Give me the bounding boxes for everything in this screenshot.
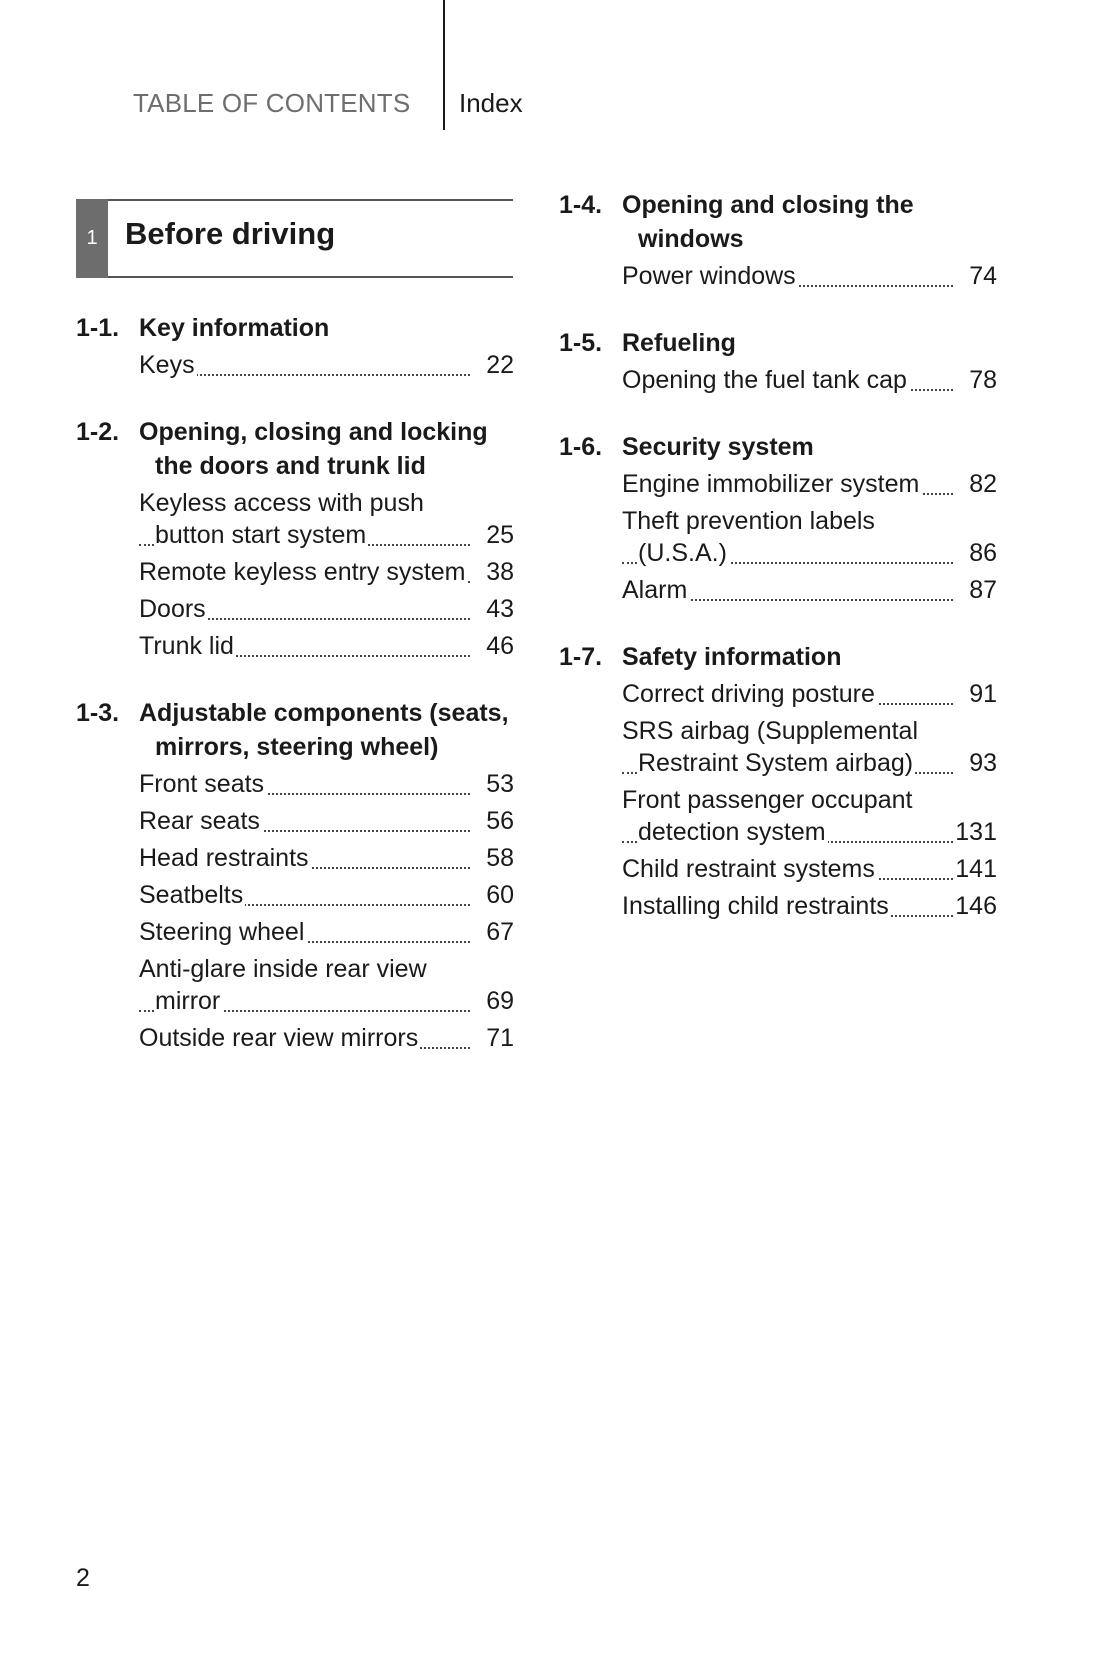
entry-page-number: 86 [969, 539, 997, 567]
toc-entry[interactable] [622, 260, 997, 292]
section-heading[interactable] [76, 415, 514, 483]
toc-entry[interactable] [139, 953, 514, 1017]
toc-entry[interactable] [139, 556, 514, 588]
toc-entry[interactable] [139, 916, 514, 948]
entry-label-text: Head restraints [139, 844, 309, 872]
entry-label-text: Doors [139, 595, 206, 623]
toc-entry[interactable] [139, 805, 514, 837]
toc-section [76, 311, 514, 381]
entry-label-text: SRS airbag (Supplemental Restraint System airbag) [622, 717, 918, 777]
section-heading[interactable] [76, 311, 514, 345]
section-title: Adjustable components (seats, mirrors, steering wheel) [139, 699, 509, 761]
chapter-rule-top [76, 199, 513, 201]
chapter-heading [76, 199, 513, 278]
section-title: Refueling [622, 329, 736, 357]
entry-page-number: 25 [486, 521, 514, 549]
toc-entry[interactable] [622, 853, 997, 885]
section-title: Security system [622, 433, 814, 461]
table-of-contents-tab[interactable]: TABLE OF CONTENTS [133, 88, 411, 118]
toc-entry[interactable] [139, 487, 514, 551]
entry-label [139, 349, 470, 381]
section-heading[interactable] [76, 696, 514, 764]
section-number: 1-3. [76, 699, 120, 727]
entry-page-number: 69 [486, 987, 514, 1015]
entry-page-number: 53 [486, 770, 514, 798]
toc-entry[interactable] [139, 593, 514, 625]
section-title: Key information [139, 314, 330, 342]
section-number: 1-4. [559, 191, 603, 219]
entry-page-number: 74 [969, 262, 997, 290]
section-number: 1-7. [559, 643, 603, 671]
entry-list [559, 678, 997, 922]
section-number: 1-5. [559, 329, 603, 357]
toc-entry[interactable] [622, 678, 997, 710]
entry-page-number: 58 [486, 844, 514, 872]
entry-label [139, 805, 470, 837]
entry-label-text: Child restraint systems [622, 855, 875, 883]
section-number: 1-6. [559, 433, 603, 461]
entry-label [139, 1022, 470, 1054]
entry-label-text: Steering wheel [139, 918, 305, 946]
entry-page-number: 91 [969, 680, 997, 708]
entry-page-number: 78 [969, 366, 997, 394]
toc-section [559, 188, 997, 292]
entry-label-text: Keyless access with push button start system [139, 489, 424, 549]
entry-label [139, 879, 470, 911]
section-heading[interactable] [559, 188, 997, 256]
toc-column-right [559, 188, 997, 956]
entry-label [622, 853, 953, 885]
entry-page-number: 22 [486, 351, 514, 379]
entry-page-number: 87 [969, 576, 997, 604]
section-title: Opening and closing the windows [622, 191, 914, 253]
entry-list [76, 768, 514, 1054]
index-tab[interactable]: Index [459, 88, 523, 118]
entry-label [139, 556, 470, 588]
section-number: 1-2. [76, 418, 120, 446]
toc-entry[interactable] [139, 1022, 514, 1054]
section-heading[interactable] [559, 326, 997, 360]
entry-label-text: Power windows [622, 262, 796, 290]
entry-label [622, 468, 953, 500]
chapter-rule-bottom [76, 276, 513, 278]
toc-section [76, 696, 514, 1054]
chapter-number: 1 [76, 199, 108, 278]
entry-label-text: Alarm [622, 576, 688, 604]
section-heading[interactable] [559, 430, 997, 464]
toc-entry[interactable] [139, 349, 514, 381]
toc-entry[interactable] [622, 574, 997, 606]
entry-label-text: Keys [139, 351, 195, 379]
entry-label [622, 574, 953, 606]
toc-entry[interactable] [622, 505, 997, 569]
entry-label [622, 784, 953, 848]
entry-list [559, 468, 997, 606]
entry-label [622, 678, 953, 710]
entry-label-text: Theft prevention labels (U.S.A.) [622, 507, 875, 567]
toc-entry[interactable] [622, 890, 997, 922]
entry-label [139, 630, 470, 662]
header-divider [443, 0, 445, 130]
toc-section [76, 415, 514, 662]
toc-entry[interactable] [139, 768, 514, 800]
section-title: Opening, closing and locking the doors and trunk lid [139, 418, 488, 480]
entry-label [139, 953, 470, 1017]
entry-page-number: 56 [486, 807, 514, 835]
entry-label [139, 768, 470, 800]
entry-label [139, 593, 470, 625]
entry-label-text: Outside rear view mirrors [139, 1024, 419, 1052]
toc-entry[interactable] [139, 879, 514, 911]
entry-page-number: 43 [486, 595, 514, 623]
entry-label-text: Opening the fuel tank cap [622, 366, 907, 394]
section-number: 1-1. [76, 314, 120, 342]
entry-page-number: 93 [969, 749, 997, 777]
toc-entry[interactable] [622, 468, 997, 500]
entry-page-number: 67 [486, 918, 514, 946]
entry-page-number: 38 [486, 558, 514, 586]
entry-label-text: Front seats [139, 770, 265, 798]
entry-label-text: Anti-glare inside rear view mirror [139, 955, 427, 1015]
toc-section [559, 430, 997, 606]
toc-column-left [76, 311, 514, 1088]
entry-page-number: 131 [955, 818, 997, 846]
entry-page-number: 46 [486, 632, 514, 660]
chapter-title: Before driving [125, 216, 336, 251]
entry-list [559, 260, 997, 292]
toc-entry[interactable] [139, 842, 514, 874]
entry-label-text: Rear seats [139, 807, 260, 835]
entry-label [622, 715, 953, 779]
entry-page-number: 71 [486, 1024, 514, 1052]
toc-entry[interactable] [139, 630, 514, 662]
entry-label [139, 487, 470, 551]
toc-entry[interactable] [622, 715, 997, 779]
entry-label-text: Remote keyless entry system [139, 558, 466, 586]
entry-page-number: 141 [955, 855, 997, 883]
entry-label [622, 364, 953, 396]
section-heading[interactable] [559, 640, 997, 674]
toc-section [559, 326, 997, 396]
entry-label-text: Seatbelts [139, 881, 244, 909]
entry-list [76, 487, 514, 662]
entry-list [559, 364, 997, 396]
toc-entry[interactable] [622, 784, 997, 848]
page-number: 2 [76, 1564, 90, 1592]
entry-label-text: Trunk lid [139, 632, 234, 660]
entry-label [139, 842, 470, 874]
toc-entry[interactable] [622, 364, 997, 396]
entry-label [139, 916, 470, 948]
entry-page-number: 82 [969, 470, 997, 498]
entry-label-text: Installing child restraints [622, 892, 889, 920]
entry-label-text: Correct driving posture [622, 680, 875, 708]
entry-page-number: 146 [955, 892, 997, 920]
toc-section [559, 640, 997, 922]
entry-label [622, 505, 953, 569]
entry-label-text: Engine immobilizer system [622, 470, 920, 498]
section-title: Safety information [622, 643, 842, 671]
entry-label [622, 260, 953, 292]
entry-label [622, 890, 953, 922]
entry-label-text: Front passenger occupant detection system [622, 786, 913, 846]
entry-page-number: 60 [486, 881, 514, 909]
entry-list [76, 349, 514, 381]
